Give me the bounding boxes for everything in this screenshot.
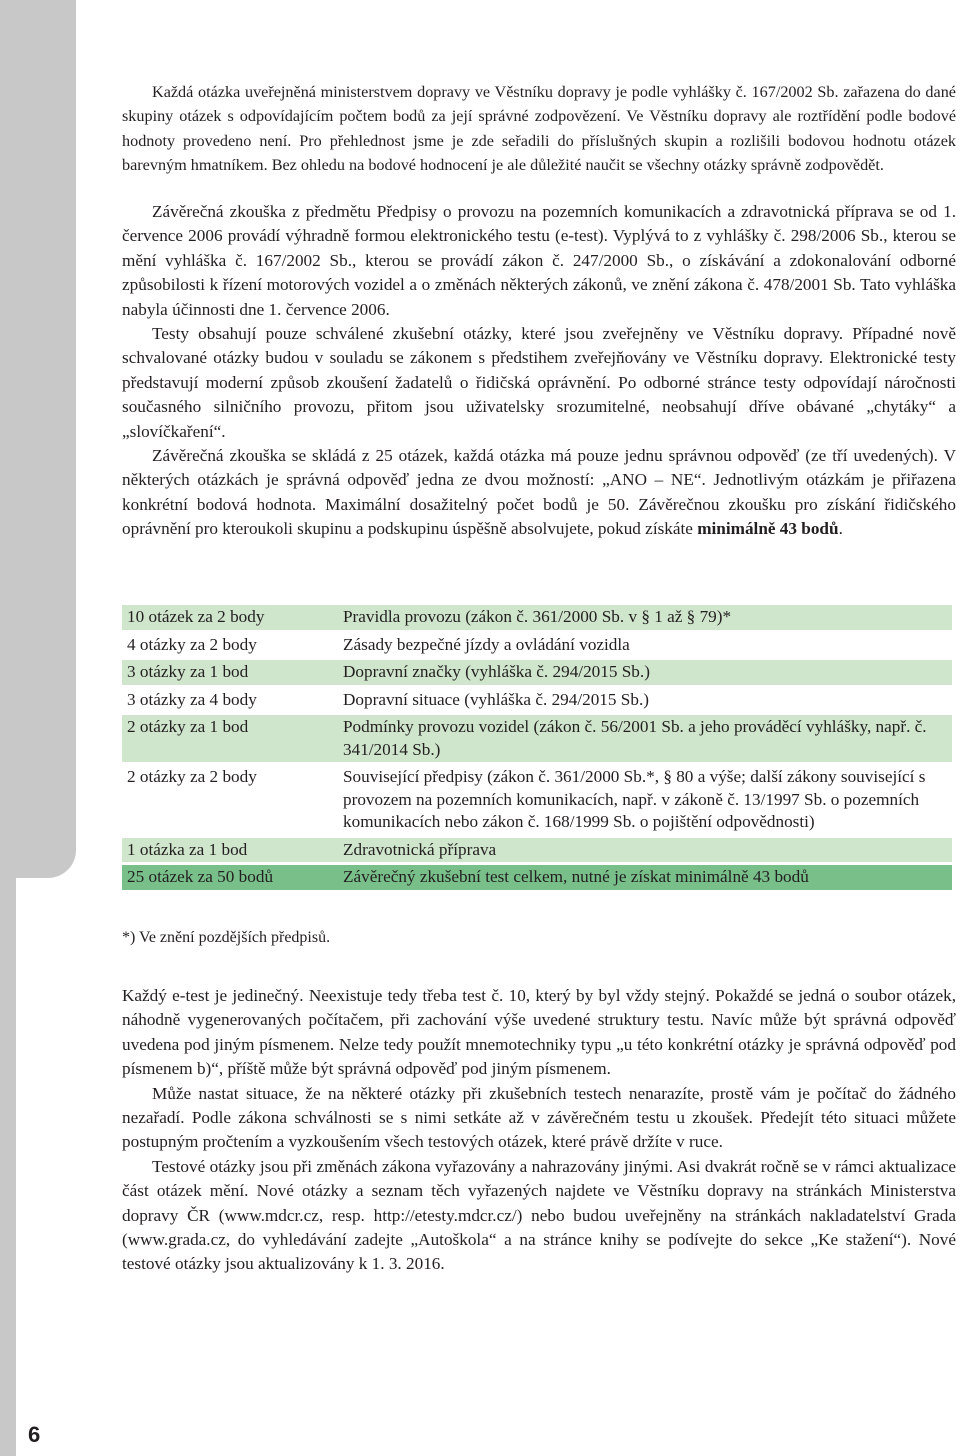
table-row <box>122 838 952 863</box>
table-row <box>122 660 952 685</box>
question-count-cell: 3 otázky za 4 body <box>122 688 338 713</box>
intro-paragraph-4-end: . <box>838 519 843 539</box>
topic-cell: Pravidla provozu (zákon č. 361/2000 Sb. v § 1 až § 79)* <box>338 605 952 630</box>
topic-cell: Zdravotnická příprava <box>338 838 952 863</box>
question-count-cell: 4 otázky za 2 body <box>122 633 338 658</box>
min-points-highlight: minimálně 43 bodů <box>697 519 839 539</box>
table-row <box>122 865 952 890</box>
question-categories-table <box>122 602 952 893</box>
outro-paragraph-1: Každý e-test je jedinečný. Neexistuje tedy třeba test č. 10, který by byl vždy stejný. Pokaždé se jedná o soubor otázek, náhodně vygenerovaných počítačem, při zachování výše uvedené struktury testu. Navíc může být správná odpověď uvedena pod jiným písmenem. Nelze tedy použít mnemotechniky typu „u této konkrétní otázky je správná odpověď pod písmenem b)“, příště může být správná odpověď pod jiným písmenem. <box>122 986 956 1079</box>
question-count-cell: 3 otázky za 1 bod <box>122 660 338 685</box>
table-row <box>122 765 952 835</box>
intro-paragraph-4 <box>122 444 956 542</box>
topic-cell: Zásady bezpečné jízdy a ovládání vozidla <box>338 633 952 658</box>
question-count-cell: 10 otázek za 2 body <box>122 605 338 630</box>
side-tab-strip <box>0 878 16 1456</box>
outro-section <box>122 984 956 1277</box>
table-row <box>122 633 952 658</box>
table-row <box>122 715 952 762</box>
outro-paragraph-3: Testové otázky jsou při změnách zákona vyřazovány a nahrazovány jinými. Asi dvakrát ročně se v rámci aktualizace část otázek mění. Nové otázky a seznam těch vyřazených najdete ve Věstníku dopravy na stránkách Ministerstva dopravy ČR (www.mdcr.cz, resp. http://etesty.mdcr.cz/) nebo budou uveřejněny na stránkách nakladatelství Grada (www.grada.cz, do vyhledávání zadejte „Autoškola“ a na stránce knihy se podívejte do sekce „Ke stažení“). Nové testové otázky jsou aktualizovány k 1. 3. 2016. <box>122 1156 956 1274</box>
intro-paragraph-3: Testy obsahují pouze schválené zkušební otázky, které jsou zveřejněny ve Věstníku dopravy. Případné nově schvalované otázky budou v souladu se zákonem s předstihem zveřejňovány ve Věstníku dopravy. Elektronické testy představují moderní způsob zkoušení žadatelů o řidičská oprávnění. Po odborné stránce testy odpovídají náročnosti současného silničního provozu, přitom jsou uživatelsky srozumitelné, neobsahují dříve obávané „chytáky“ a „slovíčkaření“. <box>122 324 956 441</box>
question-count-cell: 1 otázka za 1 bod <box>122 838 338 863</box>
topic-cell: Související předpisy (zákon č. 361/2000 Sb.*, § 80 a výše; další zákony související s provozem na pozemních komunikacích, např. v zákoně č. 13/1997 Sb. o pozemních komunikacích nebo zákon č. 168/1999 Sb. o pojištění odpovědnosti) <box>338 765 952 835</box>
intro-lead <box>122 80 956 178</box>
topic-cell: Podmínky provozu vozidel (zákon č. 56/2001 Sb. a jeho prováděcí vyhlášky, např. č. 341/2014 Sb.) <box>338 715 952 762</box>
topic-cell: Dopravní situace (vyhláška č. 294/2015 Sb.) <box>338 688 952 713</box>
intro-paragraph-1: Každá otázka uveřejněná ministerstvem dopravy ve Věstníku dopravy je podle vyhlášky č. 167/2002 Sb. zařazena do dané skupiny otázek s odpovídajícím počtem bodů za její správné zodpovězení. Ve Věstníku dopravy ale roztřídění podle bodové hodnoty provedeno není. Pro přehlednost jsme je zde seřadili do příslušných skupin a rozlišili bodovou hodnotu otázek barevným hmatníkem. Bez ohledu na bodové hodnocení je ale důležité naučit se všechny otázky správně zodpovědět. <box>122 83 956 175</box>
intro-paragraph-4-text: Závěrečná zkouška se skládá z 25 otázek, každá otázka má pouze jednu správnou odpověď (ze tří uvedených). V některých otázkách je správná odpověď jedna ze dvou možností: „ANO – NE“. Jednotlivým otázkám je přiřazena konkrétní bodová hodnota. Maximální dosažitelný počet bodů je 50. Závěrečnou zkoušku pro získání řidičského oprávnění pro kteroukoli skupinu a podskupinu úspěšně absolvujete, pokud získáte <box>122 446 956 539</box>
topic-cell: Dopravní značky (vyhláška č. 294/2015 Sb.) <box>338 660 952 685</box>
side-tab <box>0 0 76 878</box>
outro-paragraph-2: Může nastat situace, že na některé otázky při zkušebních testech nenarazíte, prostě vám je počítač do žádného nezařadí. Podle zákona schválnosti se s nimi setkáte až v závěrečném testu u zkoušek. Předejít této situaci můžete postupným pročtením a vyzkoušením všech testových otázek, které právě držíte v ruce. <box>122 1083 956 1152</box>
question-count-cell: 2 otázky za 1 bod <box>122 715 338 762</box>
topic-cell: Závěrečný zkušební test celkem, nutné je získat minimálně 43 bodů <box>338 865 952 890</box>
table-footnote: *) Ve znění pozdějších předpisů. <box>122 929 331 946</box>
table-row <box>122 605 952 630</box>
question-count-cell: 25 otázek za 50 bodů <box>122 865 338 890</box>
table-row <box>122 688 952 713</box>
intro-section <box>122 200 956 542</box>
question-count-cell: 2 otázky za 2 body <box>122 765 338 835</box>
intro-paragraph-2: Závěrečná zkouška z předmětu Předpisy o provozu na pozemních komunikacích a zdravotnická příprava se od 1. července 2006 provádí výhradně formou elektronického testu (e-test). Vyplývá to z vyhlášky č. 298/2006 Sb., kterou se mění vyhláška č. 167/2002 Sb., kterou se provádí zákon č. 247/2000 Sb., o získávání a zdokonalování odborné způsobilosti k řízení motorových vozidel a o změnách některých zákonů, ve znění zákona č. 478/2001 Sb. Tato vyhláška nabyla účinnosti dne 1. července 2006. <box>122 202 956 319</box>
page-number: 6 <box>28 1422 41 1447</box>
